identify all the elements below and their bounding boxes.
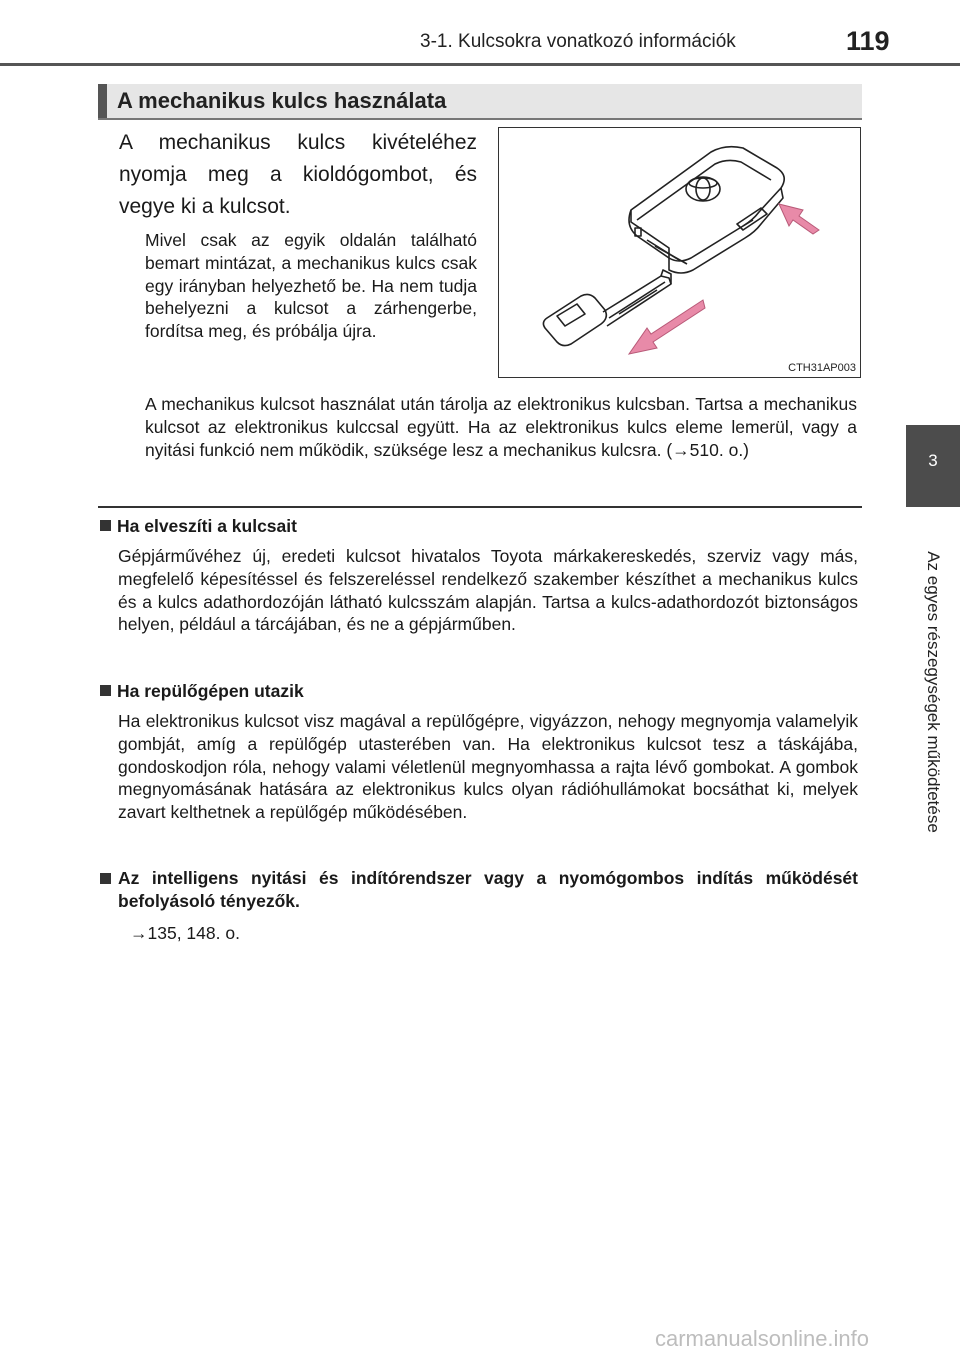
bullet-square-icon bbox=[100, 873, 111, 884]
header-rule bbox=[0, 63, 960, 66]
page-number: 119 bbox=[846, 26, 890, 56]
topic-title: Az intelligens nyitási és indítórendszer vagy a nyomógombos indítás működését befolyásoló tényezők. bbox=[118, 868, 858, 911]
key-fob-figure bbox=[498, 127, 861, 378]
topic-title: Ha repülőgépen utazik bbox=[117, 681, 304, 701]
section-divider bbox=[98, 506, 862, 508]
topic-body: Ha elektronikus kulcsot visz magával a repülőgépre, vigyázzon, nehogy megnyomja valamelyik gombját, amíg a repülőgép utasterében van. Ha elektronikus kulcsot tesz a táskájába, gondoskodjon róla, nehogy valami véletlenül megnyomhassa a rajta lévő gombokat. A gombok megnyomásának hatására az elektronikus kulcs olyan rádióhullámokat bocsáthat ki, melyek zavart kelthetnek a repülőgép működésében. bbox=[118, 711, 858, 823]
bullet-square-icon bbox=[100, 685, 111, 696]
intro-note-2: A mechanikus kulcsot használat után tárolja az elektronikus kulcsban. Tartsa a mechanikus kulcsot az elektronikus kulccsal együtt. Ha az elektronikus kulcs eleme lemerül, vagy a nyitási funkció nem működik, szüksége lesz a mechanikus kulcsra. (→510. o.) bbox=[145, 394, 857, 460]
figure-code: CTH31AP003 bbox=[788, 362, 856, 374]
side-tab-number[interactable]: 3 bbox=[906, 425, 960, 507]
topic-body: Gépjárművéhez új, eredeti kulcsot hivatalos Toyota márkakereskedés, szerviz vagy más, megfelelő képesítéssel és felszereléssel rendelkező szakember készíthet a mechanikus kulcs és a kulcs adathordozóján látható kulcsszám alapján. Tartsa a kulcs-adathordozót biztonságos helyen, például a tárcájában, és ne a gépjárműben. bbox=[118, 546, 858, 635]
chapter-title: 3-1. Kulcsokra vonatkozó információk bbox=[420, 31, 736, 52]
side-tab-label-text: Az egyes részegységek működtetése bbox=[924, 551, 943, 833]
section-accent bbox=[98, 84, 107, 118]
intro-lead: A mechanikus kulcs kivételéhez nyomja meg a kioldógombot, és vegye ki a kulcsot. bbox=[119, 131, 477, 218]
topic-body[interactable]: →135, 148. o. bbox=[130, 923, 240, 943]
topic-title: Ha elveszíti a kulcsait bbox=[117, 516, 297, 536]
topic-heading bbox=[100, 681, 304, 702]
section-title: A mechanikus kulcs használata bbox=[117, 88, 447, 113]
intro-note-1: Mivel csak az egyik oldalán található bemart mintázat, a mechanikus kulcs csak egy irányban helyezhető be. Ha nem tudja behelyezni a kulcsot a zárhengerbe, fordítsa meg, és próbálja újra. bbox=[145, 230, 477, 342]
key-fob-illustration bbox=[499, 128, 859, 376]
topic-heading bbox=[100, 516, 297, 537]
watermark: carmanualsonline.info bbox=[655, 1326, 870, 1351]
bullet-square-icon bbox=[100, 520, 111, 531]
side-tab-label bbox=[906, 512, 960, 872]
